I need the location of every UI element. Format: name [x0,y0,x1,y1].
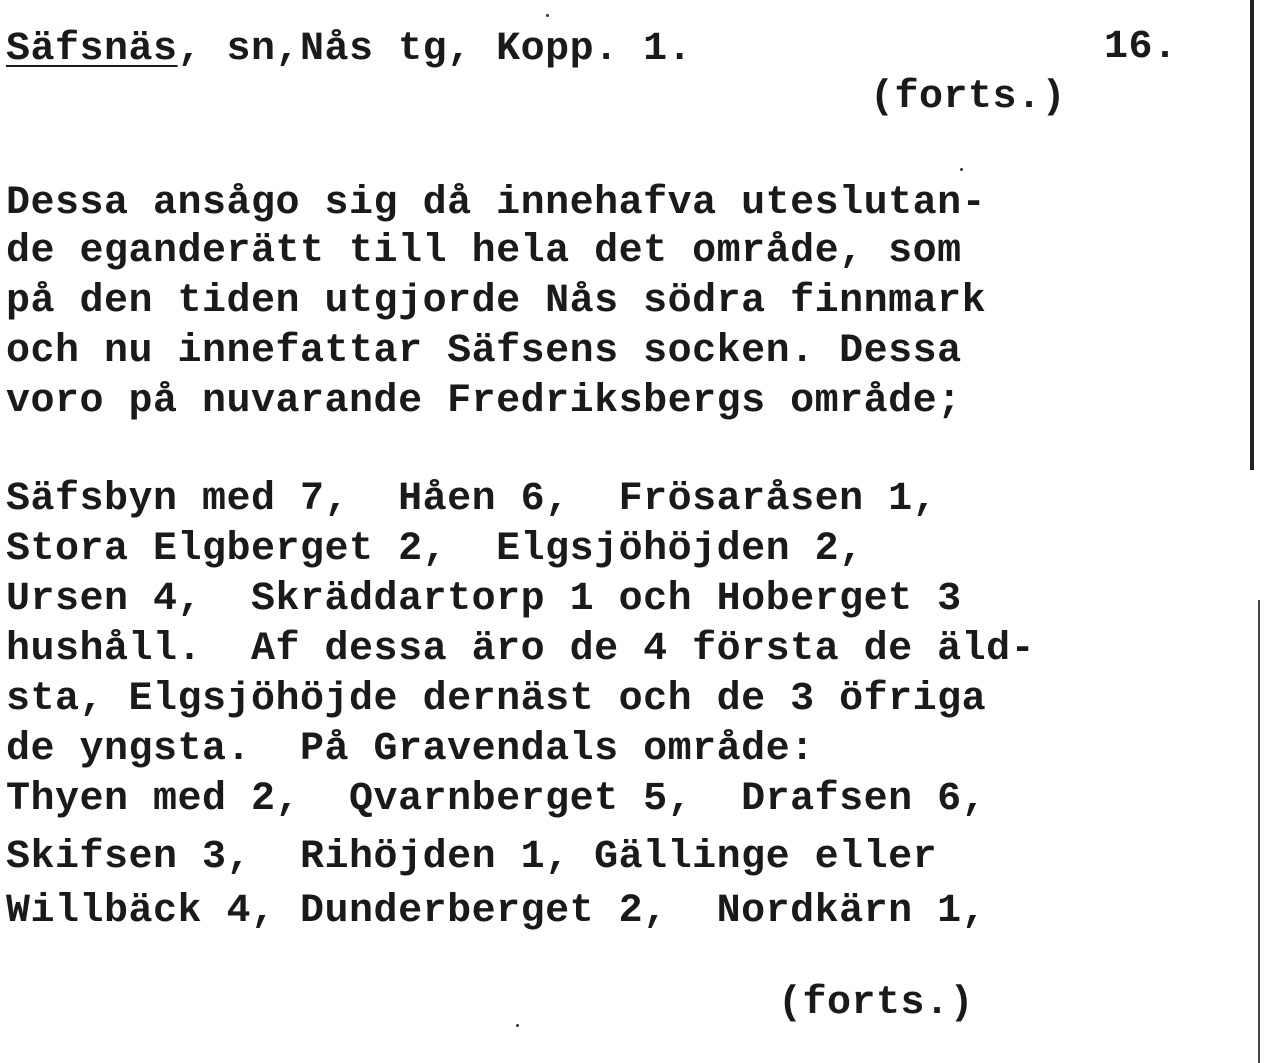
para2-line: hushåll. Af dessa äro de 4 första de äld- [6,627,1036,672]
para2-line: de yngsta. På Gravendals område: [6,727,815,772]
scan-speck [546,14,549,17]
para2-line: Thyen med 2, Qvarnberget 5, Drafsen 6, [6,777,987,822]
continued-top: (forts.) [870,75,1067,120]
para1-line: Dessa ansågo sig då innehafva uteslutan- [6,181,987,226]
para2-line: Ursen 4, Skräddartorp 1 och Hoberget 3 [6,577,962,622]
para1-line: och nu innefattar Säfsens socken. Dessa [6,329,962,374]
card-edge-line [1250,0,1254,470]
para2-line: Säfsbyn med 7, Håen 6, Frösaråsen 1, [6,477,938,522]
header-line [6,27,693,72]
para2-line: Skifsen 3, Rihöjden 1, Gällinge eller [6,835,938,880]
para1-line: på den tiden utgjorde Nås södra finnmark [6,279,987,324]
para2-line: Stora Elgberget 2, Elgsjöhöjden 2, [6,527,864,572]
continued-bottom: (forts.) [778,981,975,1026]
scan-speck [960,168,963,171]
para1-line: voro på nuvarande Fredriksbergs område; [6,379,962,424]
page-number: 16. [1104,25,1178,70]
para2-line: sta, Elgsjöhöjde dernäst och de 3 öfriga [6,677,987,722]
para1-line: de eganderätt till hela det område, som [6,229,962,274]
para2-line: Willbäck 4, Dunderberget 2, Nordkärn 1, [6,889,987,934]
header-rest: , sn,Nås tg, Kopp. 1. [177,27,693,72]
place-name: Säfsnäs [6,27,178,72]
scan-speck [516,1024,519,1027]
card-edge-line-lower [1258,600,1260,1063]
